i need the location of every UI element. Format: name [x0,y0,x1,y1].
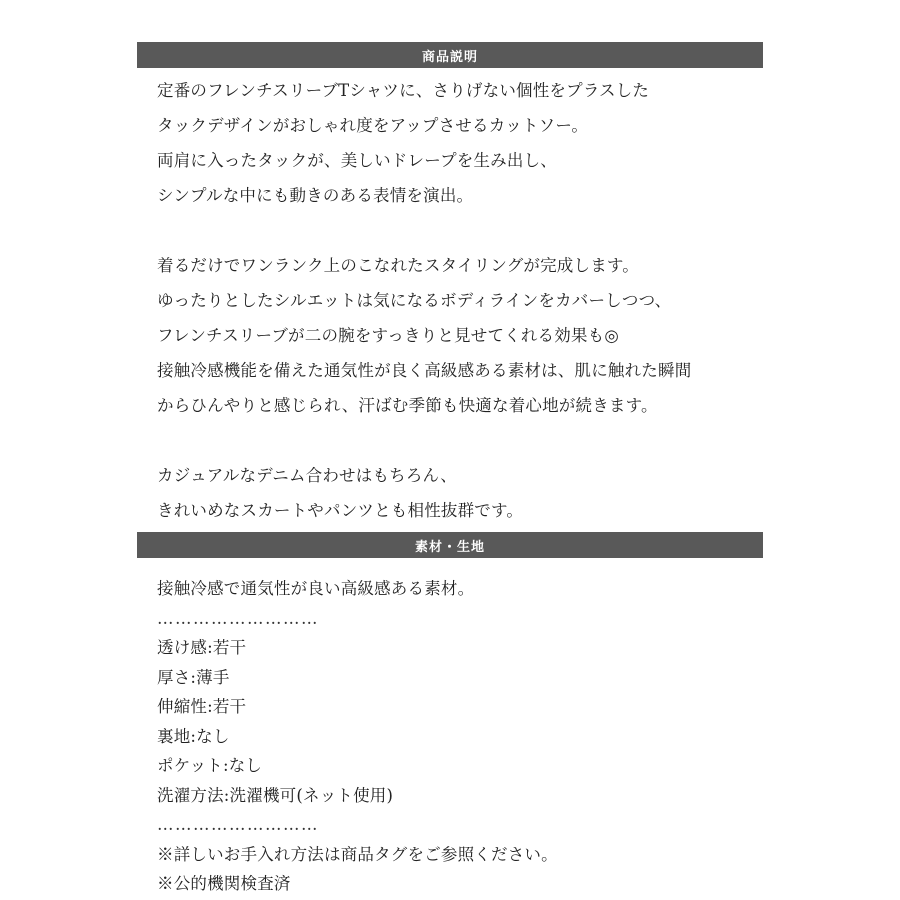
inspection-note: ※公的機関検査済 [157,874,291,893]
dotted-divider: ……………………… [157,815,319,834]
description-body [157,73,763,528]
description-section-title: 商品説明 [421,49,478,65]
description-line: 着るだけでワンランク上のこなれたスタイリングが完成します。 [157,256,639,275]
description-line: フレンチスリーブが二の腕をすっきりと見せてくれる効果も◎ [157,326,619,345]
spec-pocket: ポケット:なし [157,756,263,775]
spec-thickness: 厚さ:薄手 [157,667,230,687]
description-line: シンプルな中にも動きのある表情を演出。 [157,186,474,205]
material-section-title: 素材・生地 [414,539,485,555]
description-blank-line [157,213,763,248]
spec-lining: 裏地:なし [157,726,230,746]
material-body [157,574,763,899]
care-note: ※詳しいお手入れ方法は商品タグをご参照ください。 [157,844,558,864]
description-line: 定番のフレンチスリーブTシャツに、さりげない個性をプラスした [157,81,650,100]
description-line: 接触冷感機能を備えた通気性が良く高級感ある素材は、肌に触れた瞬間 [157,361,692,380]
description-section-header [137,42,763,68]
spec-sheerness: 透け感:若干 [157,638,247,657]
material-section-header [137,532,763,558]
spec-stretch: 伸縮性:若干 [157,697,247,716]
material-intro: 接触冷感で通気性が良い高級感ある素材。 [157,579,475,598]
spec-washing: 洗濯方法:洗濯機可(ネット使用) [157,785,394,805]
description-line: きれいめなスカートやパンツとも相性抜群です。 [157,501,524,520]
description-line: からひんやりと感じられ、汗ばむ季節も快適な着心地が続きます。 [157,396,658,415]
description-line: タックデザインがおしゃれ度をアップさせるカットソー。 [157,116,589,135]
description-line: 両肩に入ったタックが、美しいドレープを生み出し、 [157,151,557,170]
description-line: ゆったりとしたシルエットは気になるボディラインをカバーしつつ、 [157,291,672,310]
description-blank-line [157,423,763,458]
description-line: カジュアルなデニム合わせはもちろん、 [157,466,457,485]
dotted-divider: ……………………… [157,608,319,628]
